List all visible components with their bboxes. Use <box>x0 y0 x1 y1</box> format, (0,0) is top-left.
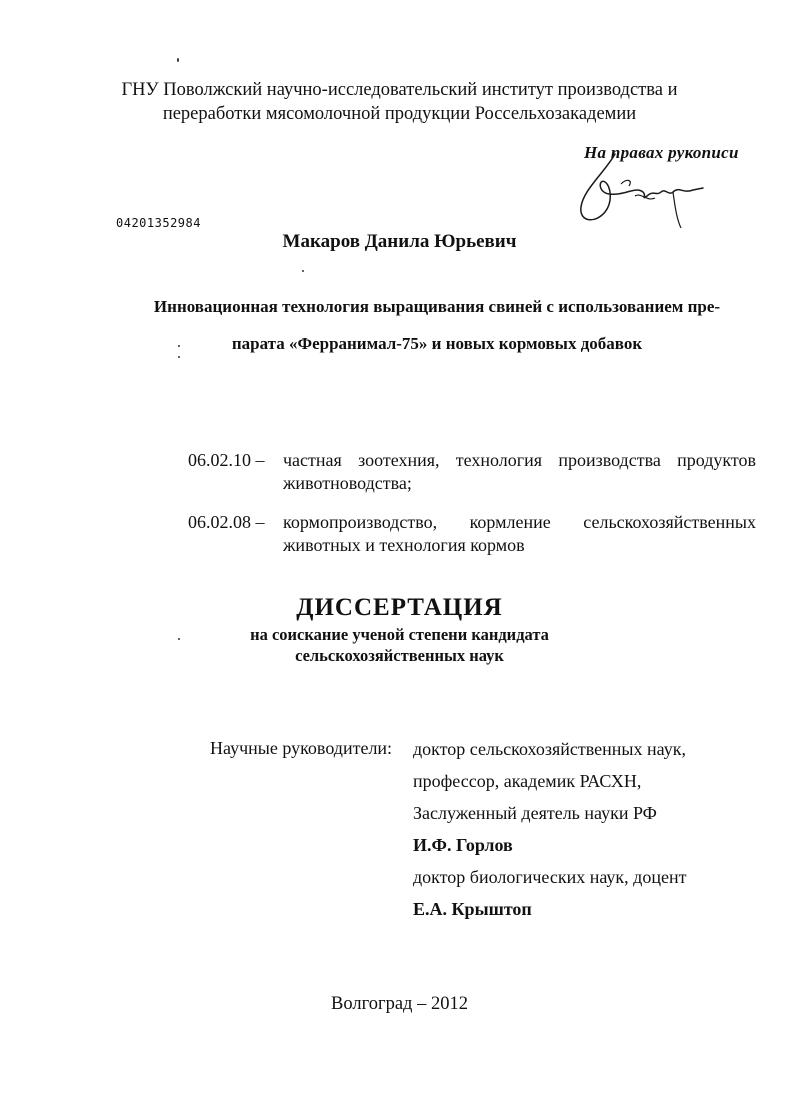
specialty-code: 06.02.08 – <box>188 512 265 532</box>
institution-header <box>0 78 799 126</box>
manuscript-rights-note: На правах рукописи <box>584 143 739 162</box>
specialty-line: животноводства; <box>283 473 412 493</box>
institution-line-1: ГНУ Поволжский научно-исследовательский институт производства и <box>121 80 678 100</box>
degree-line-2: сельскохозяйственных наук <box>295 646 504 665</box>
supervisor-name: И.Ф. Горлов <box>413 835 513 855</box>
specialty-item <box>188 449 756 495</box>
place-and-year: Волгоград – 2012 <box>331 994 468 1014</box>
specialty-code: 06.02.10 – <box>188 450 265 470</box>
supervisor-line: Заслуженный деятель науки РФ <box>413 803 657 823</box>
supervisor-name: Е.А. Крыштоп <box>413 899 532 919</box>
dissertation-title <box>117 288 757 362</box>
specialty-line: кормопроизводство, кормление сельскохозяйственных <box>283 512 756 532</box>
scan-speck <box>178 638 180 640</box>
work-type-heading: ДИССЕРТАЦИЯ <box>296 594 503 621</box>
specialty-description <box>283 511 756 557</box>
archive-code: 04201352984 <box>116 216 201 230</box>
supervisors-label: Научные руководители: <box>210 738 393 758</box>
supervisor-line: доктор сельскохозяйственных наук, <box>413 739 686 759</box>
scan-speck <box>302 270 304 272</box>
scan-speck <box>177 58 179 62</box>
institution-line-2: переработки мясомолочной продукции Россельхозакадемии <box>162 104 637 124</box>
specialty-line: частная зоотехния, технология производства продуктов <box>283 450 756 470</box>
author-name: Макаров Данила Юрьевич <box>282 231 517 252</box>
specialty-item <box>188 511 756 557</box>
specialty-line: животных и технология кормов <box>283 535 525 555</box>
supervisor-line: доктор биологических наук, доцент <box>413 867 687 887</box>
scan-speck <box>178 345 180 347</box>
title-line-2: парата «Ферранимал-75» и новых кормовых добавок <box>231 334 643 353</box>
degree-statement <box>0 624 799 666</box>
degree-line-1: на соискание ученой степени кандидата <box>250 625 549 644</box>
handwritten-signature <box>575 152 705 232</box>
supervisor-line: профессор, академик РАСХН, <box>413 771 642 791</box>
title-line-1: Инновационная технология выращивания свиней с использованием пре- <box>153 297 721 316</box>
supervisors-list <box>413 738 686 930</box>
scan-speck <box>178 356 180 358</box>
specialty-description <box>283 449 756 495</box>
